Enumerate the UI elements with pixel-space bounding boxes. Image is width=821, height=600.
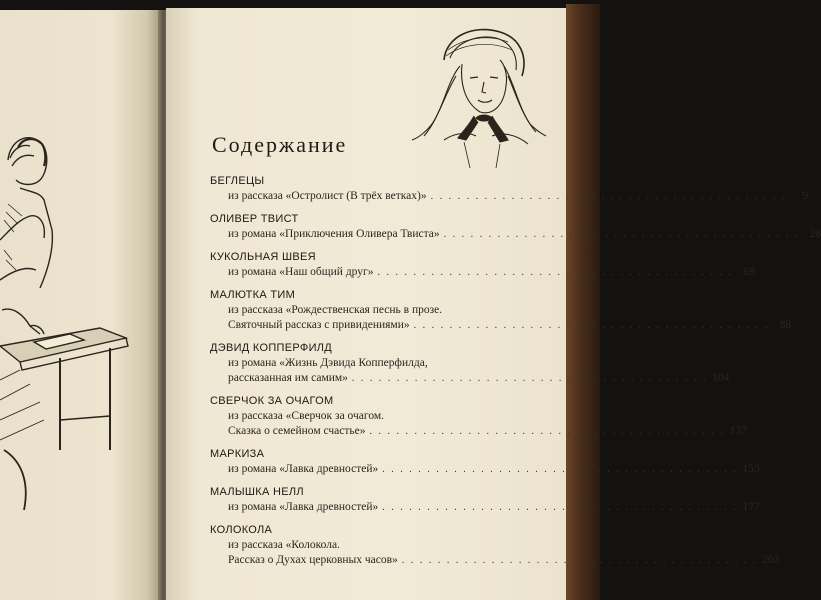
toc-entry	[210, 174, 809, 204]
toc-leader-dots: . . . . . . . . . . . . . . . . . . . . . . . . . . . . . . . . . . . . . . . .	[369, 426, 725, 437]
toc-entry	[210, 341, 730, 386]
toc-entry-title: МАРКИЗА	[210, 448, 265, 460]
toc-entry-source-line	[210, 371, 730, 386]
toc-page-number: 153	[742, 463, 760, 475]
toc-entry-source: из романа «Приключения Оливера Твиста»	[228, 228, 440, 240]
toc-leader-dots: . . . . . . . . . . . . . . . . . . . . . . . . . . . . . . . . . . . . . . . .	[401, 555, 758, 566]
toc-entry	[210, 212, 821, 242]
toc-page-number: 9	[802, 190, 809, 202]
toc-page-number: 177	[742, 501, 760, 513]
toc-entry-source: из романа «Наш общий друг»	[228, 266, 374, 278]
toc-entry	[210, 288, 792, 333]
toc-heading: Содержание	[212, 132, 348, 157]
toc-entry-source: Святочный рассказ с привидениями»	[228, 319, 410, 331]
toc-leader-dots: . . . . . . . . . . . . . . . . . . . . . . . . . . . . . . . . . . . . . . . .	[351, 373, 708, 384]
toc-entry-title: КУКОЛЬНАЯ ШВЕЯ	[210, 251, 316, 263]
toc-entry-source-line	[210, 318, 792, 333]
toc-entry	[210, 250, 755, 280]
toc-page-number: 137	[729, 425, 747, 437]
toc-entry	[210, 485, 760, 515]
toc-leader-dots: . . . . . . . . . . . . . . . . . . . . . . . . . . . . . . . . . . . . . . . .	[377, 267, 733, 278]
toc-entry	[210, 447, 760, 477]
left-page	[0, 10, 160, 600]
toc-entry-source-line	[210, 227, 821, 242]
toc-entry-source-line	[210, 303, 528, 318]
toc-entry-source: Рассказ о Духах церковных часов»	[228, 554, 398, 566]
toc-page-number: 28	[809, 228, 821, 240]
toc-page-number: 104	[712, 372, 730, 384]
toc-entry	[210, 394, 747, 439]
toc-leader-dots: . . . . . . . . . . . . . . . . . . . . . . . . . . . . . . . . . . . . . . . .	[443, 229, 800, 240]
toc-entry-source-line	[210, 265, 755, 280]
toc-entry-source: из романа «Жизнь Дэвида Копперфилда,	[228, 357, 428, 369]
toc-entry-source: из романа «Лавка древностей»	[228, 463, 379, 475]
toc-entry-source: из романа «Лавка древностей»	[228, 501, 379, 513]
toc-entry-source: из рассказа «Рождественская песнь в прозе.	[228, 304, 443, 316]
toc-page-number: 88	[779, 319, 792, 331]
man-at-desk-illustration	[0, 120, 160, 520]
toc-page-number: 203	[762, 554, 780, 566]
toc-entry-title: МАЛЮТКА ТИМ	[210, 289, 296, 301]
toc-entry	[210, 523, 780, 568]
toc-entry-source: рассказанная им самим»	[228, 372, 348, 384]
toc-entry-title: БЕГЛЕЦЫ	[210, 175, 265, 187]
toc-page-number: 69	[743, 266, 755, 278]
toc-entry-source-line	[210, 424, 747, 439]
toc-entry-source: из рассказа «Колокола.	[228, 539, 340, 551]
toc-entry-title: СВЕРЧОК ЗА ОЧАГОМ	[210, 395, 334, 407]
toc-entry-source-line	[210, 189, 809, 204]
toc-entry-title: ОЛИВЕР ТВИСТ	[210, 213, 299, 225]
toc-entry-source-line	[210, 409, 528, 424]
toc-entry-title: МАЛЫШКА НЕЛЛ	[210, 486, 304, 498]
girl-in-bonnet-illustration	[404, 20, 554, 170]
toc-leader-dots: . . . . . . . . . . . . . . . . . . . . . . . . . . . . . . . . . . . . . . . .	[413, 320, 770, 331]
toc-entry-source: Сказка о семейном счастье»	[228, 425, 366, 437]
toc-entry-source-line	[210, 538, 528, 553]
toc-leader-dots: . . . . . . . . . . . . . . . . . . . . . . . . . . . . . . . . . . . . . . . .	[430, 191, 787, 202]
table-of-contents	[210, 174, 821, 576]
toc-entry-source-line	[210, 356, 528, 371]
toc-leader-dots: . . . . . . . . . . . . . . . . . . . . . . . . . . . . . . . . . . . . . . . .	[382, 502, 738, 513]
toc-entry-source-line	[210, 553, 780, 568]
toc-entry-source: из рассказа «Сверчок за очагом.	[228, 410, 384, 422]
toc-entry-source-line	[210, 462, 760, 477]
toc-entry-source-line	[210, 500, 760, 515]
toc-leader-dots: . . . . . . . . . . . . . . . . . . . . . . . . . . . . . . . . . . . . . . . .	[382, 464, 738, 475]
toc-entry-source: из рассказа «Остролист (В трёх ветках)»	[228, 190, 427, 202]
toc-entry-title: КОЛОКОЛА	[210, 524, 273, 536]
toc-entry-title: ДЭВИД КОППЕРФИЛД	[210, 342, 333, 354]
